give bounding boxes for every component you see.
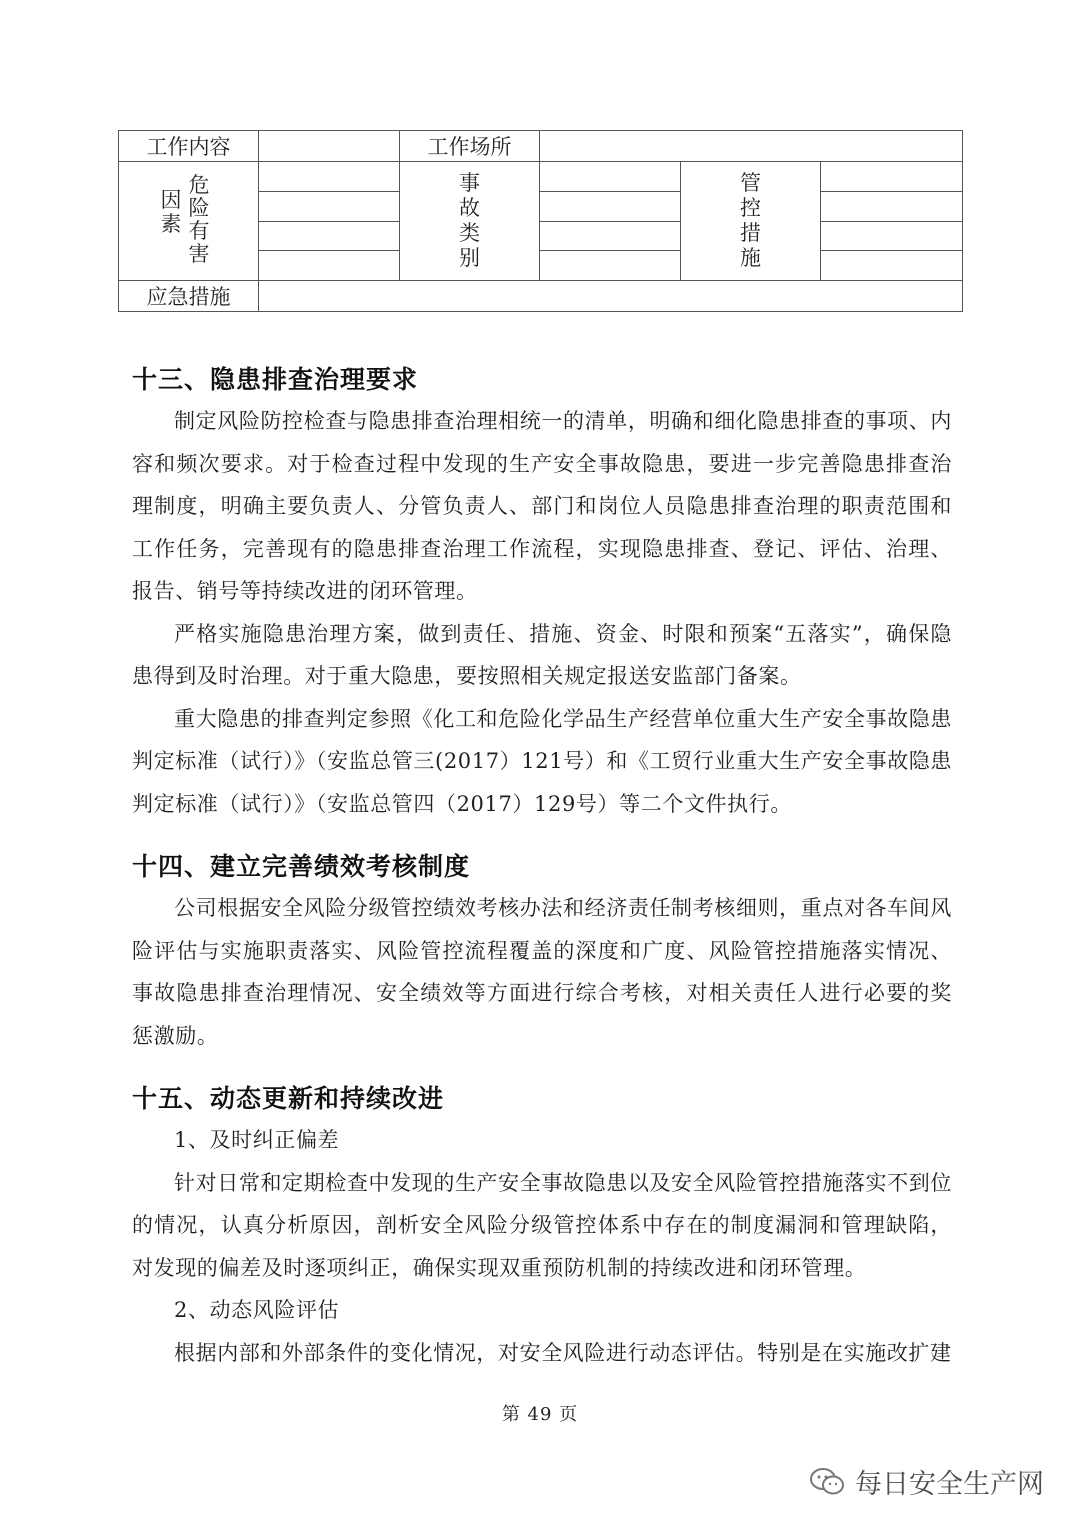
paragraph: 根据内部和外部条件的变化情况，对安全风险进行动态评估。特别是在实施改扩建: [174, 1340, 952, 1365]
subheading: 1、及时纠正偏差: [174, 1128, 340, 1152]
control-char: 施: [740, 246, 761, 270]
section-heading-13: 十三、隐患排查治理要求: [132, 365, 419, 394]
work-place-value[interactable]: [540, 131, 963, 162]
paragraph: 制定风险防控检查与隐患排查治理相统一的清单，明确和细化隐患排查的事项、内容和频次要求。对于检查过程中发现的生产安全事故隐患，要进一步完善隐患排查治理制度，明确主要负责人、分管负责人、部门和岗位人员隐患排查治理的职责范围和工作任务，完善现有的隐患排查治理工作流程，实现隐患排查、登记、评估、治理、报告、销号等持续改进的闭环管理。: [132, 409, 952, 603]
hazard-char: 素: [160, 212, 182, 236]
hazard-value-cell[interactable]: [259, 192, 399, 222]
hazard-char: 危: [188, 173, 210, 197]
accident-type-values: [540, 162, 681, 281]
control-char: 控: [740, 196, 761, 220]
emergency-measures-value[interactable]: [259, 281, 963, 312]
hazard-char: 险: [188, 196, 210, 220]
paragraph: 针对日常和定期检查中发现的生产安全事故隐患以及安全风险管控措施落实不到位的情况，认真分析原因，剖析安全风险分级管控体系中存在的制度漏洞和管理缺陷，对发现的偏差及时逐项纠正，确保实现双重预防机制的持续改进和闭环管理。: [132, 1170, 952, 1280]
accident-type-char: 故: [459, 196, 480, 220]
subheading: 2、动态风险评估: [174, 1298, 340, 1322]
accident-value-cell[interactable]: [540, 162, 680, 192]
hazard-form-table: [118, 130, 963, 312]
work-content-label: 工作内容: [119, 131, 259, 162]
section-heading-15: 十五、动态更新和持续改进: [132, 1084, 445, 1113]
hazard-factors-label: [119, 162, 259, 281]
hazard-char: 有: [188, 219, 210, 243]
control-measures-label: [681, 162, 821, 281]
accident-type-char: 类: [459, 221, 480, 245]
accident-value-cell[interactable]: [540, 192, 680, 222]
control-measures-values: [821, 162, 963, 281]
accident-type-label: [400, 162, 540, 281]
hazard-char: 害: [188, 242, 210, 266]
work-place-label: 工作场所: [400, 131, 540, 162]
watermark-text: 每日安全生产网: [855, 1469, 1044, 1500]
control-value-cell[interactable]: [821, 192, 962, 222]
control-char: 管: [740, 171, 761, 195]
hazard-char: 因: [160, 188, 182, 212]
wechat-icon: [809, 1467, 845, 1497]
accident-type-char: 别: [459, 246, 480, 270]
page-number: 第 49 页: [501, 1404, 579, 1425]
accident-type-char: 事: [459, 171, 480, 195]
control-value-cell[interactable]: [821, 162, 962, 192]
control-value-cell[interactable]: [821, 222, 962, 252]
emergency-measures-label: 应急措施: [119, 281, 259, 312]
work-content-value[interactable]: [259, 131, 400, 162]
accident-value-cell[interactable]: [540, 251, 680, 280]
accident-value-cell[interactable]: [540, 222, 680, 252]
paragraph: 重大隐患的排查判定参照《化工和危险化学品生产经营单位重大生产安全事故隐患判定标准（试行）》（安监总管三(2017）121号）和《工贸行业重大生产安全事故隐患判定标准（试行）》（安监总管四（2017）129号）等二个文件执行。: [132, 706, 952, 816]
control-char: 措: [740, 221, 761, 245]
paragraph: 公司根据安全风险分级管控绩效考核办法和经济责任制考核细则，重点对各车间风险评估与实施职责落实、风险管控流程覆盖的深度和广度、风险管控措施落实情况、事故隐患排查治理情况、安全绩效等方面进行综合考核，对相关责任人进行必要的奖惩激励。: [132, 896, 952, 1048]
paragraph: 严格实施隐患治理方案，做到责任、措施、资金、时限和预案“五落实”，确保隐患得到及时治理。对于重大隐患，要按照相关规定报送安监部门备案。: [132, 621, 952, 688]
hazard-value-cell[interactable]: [259, 222, 399, 252]
hazard-value-cell[interactable]: [259, 162, 399, 192]
document-body: [132, 360, 952, 1374]
control-value-cell[interactable]: [821, 251, 962, 280]
section-heading-14: 十四、建立完善绩效考核制度: [132, 852, 471, 881]
hazard-factors-values: [259, 162, 400, 281]
hazard-value-cell[interactable]: [259, 251, 399, 280]
watermark: [809, 1462, 1044, 1501]
